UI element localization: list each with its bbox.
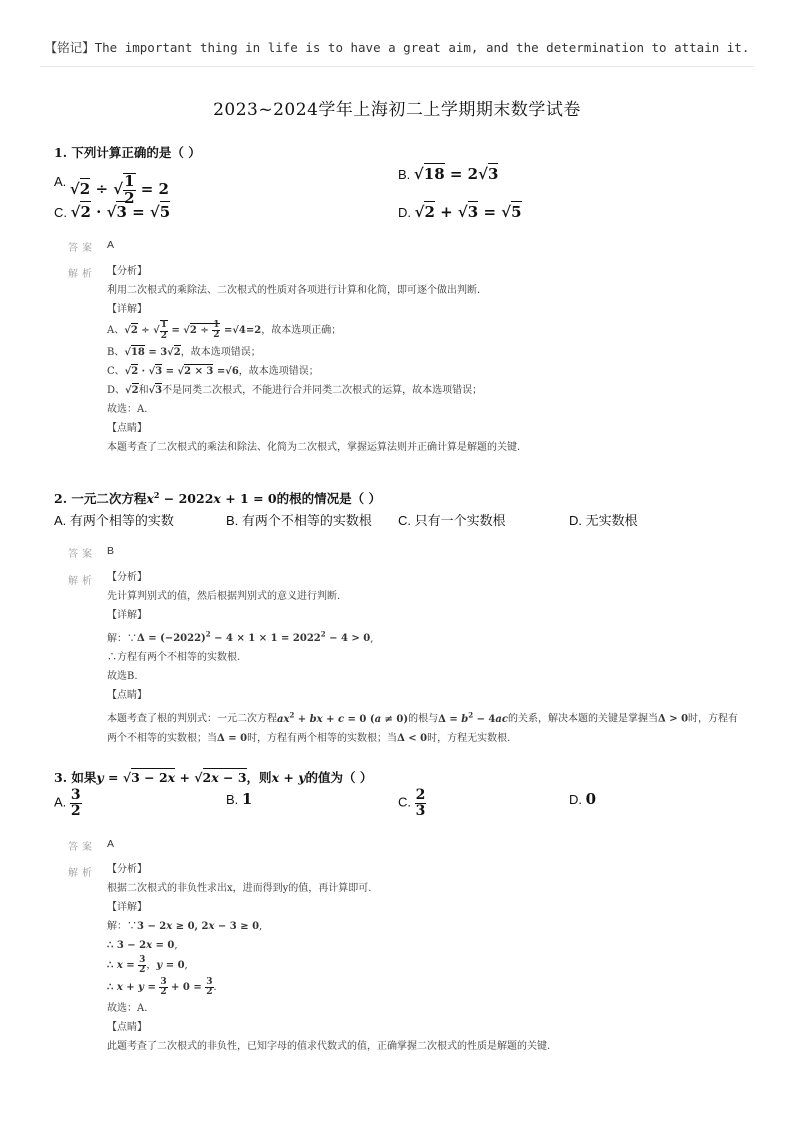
q2-answer-value: B (107, 545, 115, 557)
q1-stem: 1. 下列计算正确的是（ ） (54, 145, 201, 160)
q1-analysis-label: 解析 (68, 269, 96, 280)
q2-answer-label: 答案 (68, 549, 96, 560)
q3-option-b-value: 1 (241, 790, 253, 808)
q3-option-a-letter: A. (54, 794, 67, 810)
q1-option-a-math: √2 ÷ √ $\frac{1}{2}$ = 2 (69, 172, 169, 207)
q3-option-d-letter: D. (569, 792, 582, 807)
page-title: 2023~2024学年上海初二上学期期末数学试卷 (213, 100, 581, 120)
q1-option-a[interactable] (54, 165, 169, 207)
q2-option-c[interactable]: C. 只有一个实数根 (398, 513, 506, 528)
q3-option-a-fraction: $\frac{3}{2}$ (70, 787, 81, 819)
q2-option-b[interactable]: B. 有两个不相等的实数根 (226, 513, 372, 528)
q3-stem: 3. 如果y = √3 − 2x + √2x − 3，则x + y的值为（ ） (54, 770, 373, 785)
q1-option-b-letter: B. (398, 167, 411, 182)
q1-option-b[interactable] (398, 165, 498, 183)
q3-option-d-value: 0 (585, 790, 597, 808)
q3-solution: 【分析】 根据二次根式的非负性求出x，进而得到y的值，再计算即可. 【详解】 解：∵3 − 2x ≥ 0, 2x − 3 ≥ 0, ∴ 3 − 2x = 0, ∴ x = $\frac{3}{2}$ ，y = 0, ∴ x + y = $\frac{3}{2}$ + 0 = $\frac{3}{2}$ . 故选：A. 【点睛】 此题考查了二次根式的非负性，已知字母的值求代数式的值，正确掌握二次根式的性质是解题的关键. (107, 864, 551, 1052)
header-divider (40, 66, 754, 67)
q1-answer-value: A (107, 239, 115, 251)
q2-option-a[interactable]: A. 有两个相等的实数 (54, 513, 174, 528)
q3-option-a[interactable] (54, 788, 82, 818)
q2-analysis-label: 解析 (68, 576, 96, 587)
q1-answer-label: 答案 (68, 243, 96, 254)
q2-solution: 【分析】 先计算判别式的值，然后根据判别式的意义进行判断. 【详解】 解：∵Δ = $(-2022)^2 - 4 \times 1 \times 1 = 2022^2 - 4 > 0$, ∴方程有两个不相等的实数根. 故选B. 【点睛】 本题考查了根的判别式：一元二次方程$ax^2$ + bx + c = 0 (a ≠ 0)的根与$\Delta = b^2 - 4ac$的关系，解决本题的关键是掌握当Δ > 0时，方程有 两个不相等的实数根；当Δ = 0时，方程有两个相等的实数根；当Δ < 0时，方程无实数根. (107, 572, 739, 744)
q1-option-d-math: √2 + √3 = √5 (414, 203, 522, 221)
q1-option-d-letter: D. (398, 205, 411, 220)
q3-answer-value: A (107, 838, 115, 850)
q3-option-b[interactable] (226, 790, 252, 808)
q1-option-c-math: √2 · √3 = √5 (70, 203, 171, 221)
q3-option-c-letter: C. (398, 794, 411, 810)
q3-option-c-fraction: $\frac{2}{3}$ (415, 787, 426, 819)
q3-option-d[interactable] (569, 790, 596, 808)
motto: 【铭记】The important thing in life is to have a great aim, and the determination to attain it. (44, 40, 750, 55)
q1-option-a-letter: A. (54, 173, 67, 189)
q1-option-c-letter: C. (54, 205, 67, 220)
q1-option-b-math: √18 = 2√3 (413, 165, 499, 183)
q3-analysis-label: 解析 (68, 868, 96, 879)
q2-stem: 2. 一元二次方程$x^2 - 2022x + 1 = 0$的根的情况是（ ） (54, 489, 381, 506)
q3-answer-label: 答案 (68, 842, 96, 853)
q3-option-b-letter: B. (226, 792, 239, 807)
q2-option-d[interactable]: D. 无实数根 (569, 513, 638, 528)
q1-solution: 【分析】 利用二次根式的乘除法、二次根式的性质对各项进行计算和化简，即可逐个做出判断. 【详解】 A、√2 ÷ √ $\frac{1}{2}$ = √2 ÷ $\frac{1}{2}$ =√4=2，故本选项正确； B、√18 = 3√2，故本选项错误； C、√2 · √3 = √2 × 3 =√6，故本选项错误； D、√2和√3不是同类二次根式，不能进行合并同类二次根式的运算，故本选项错误； 故选：A. 【点睛】 本题考查了二次根式的乘法和除法、化简为二次根式，掌握运算法则并正确计算是解题的关键. (107, 266, 521, 453)
q1-option-c[interactable] (54, 203, 170, 221)
q3-option-c[interactable] (398, 788, 426, 818)
q1-option-d[interactable] (398, 203, 522, 221)
